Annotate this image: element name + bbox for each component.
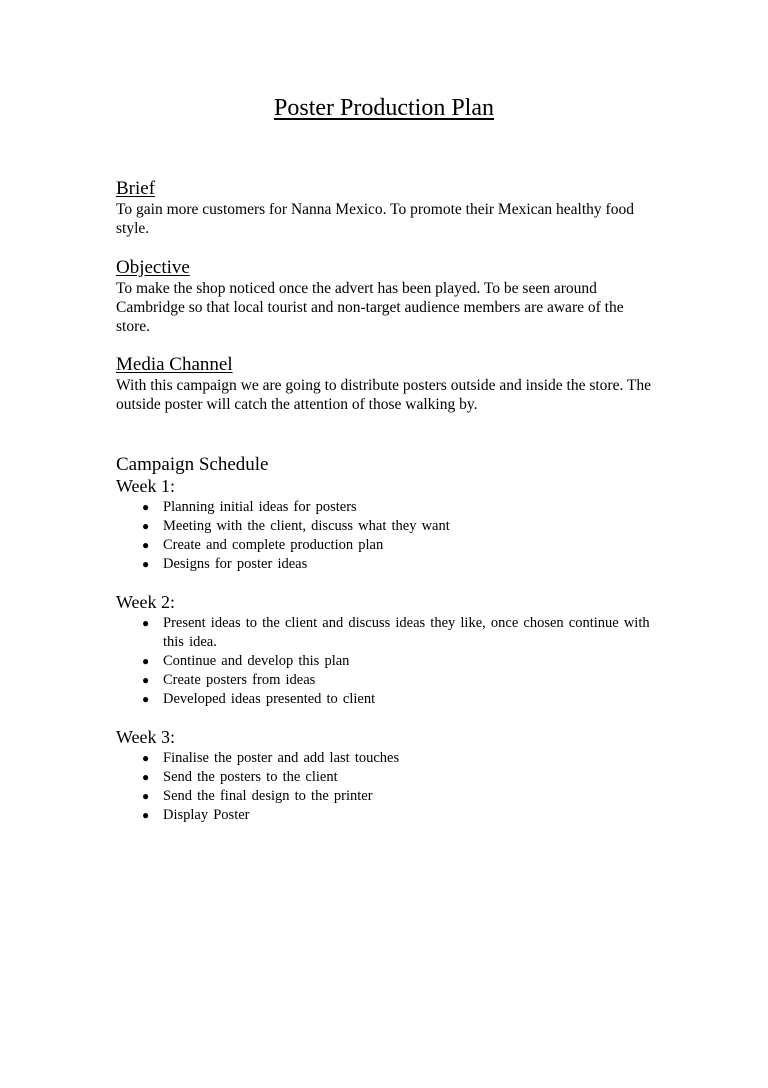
bullet-icon: ●	[142, 692, 150, 706]
task-text: Present ideas to the client and discuss ideas they like, once chosen continue with this idea.	[163, 615, 650, 650]
bullet-icon: ●	[142, 654, 150, 668]
bullet-icon: ●	[142, 789, 150, 803]
page-title: Poster Production Plan	[274, 95, 494, 121]
task-list	[116, 749, 656, 825]
task-text: Developed ideas presented to client	[163, 691, 376, 707]
media-channel-heading: Media Channel	[116, 354, 233, 375]
week-label: Week 1:	[116, 476, 176, 496]
task-text: Planning initial ideas for posters	[163, 499, 357, 515]
bullet-icon: ●	[142, 538, 150, 552]
bullet-icon: ●	[142, 557, 150, 571]
week-label: Week 3:	[116, 727, 176, 747]
bullet-icon: ●	[142, 770, 150, 784]
task-text: Finalise the poster and add last touches	[163, 750, 400, 766]
list-item	[116, 536, 656, 555]
list-item	[116, 498, 656, 517]
bullet-icon: ●	[142, 808, 150, 822]
list-item	[116, 787, 656, 806]
list-item	[116, 517, 656, 536]
list-item	[116, 749, 656, 768]
list-item	[116, 555, 656, 574]
task-text: Create posters from ideas	[163, 672, 316, 688]
task-text: Create and complete production plan	[163, 537, 384, 553]
list-item	[116, 690, 656, 709]
task-text: Continue and develop this plan	[163, 653, 350, 669]
week-label: Week 2:	[116, 592, 176, 612]
objective-heading: Objective	[116, 257, 190, 278]
week-block	[116, 476, 656, 574]
bullet-icon: ●	[142, 673, 150, 687]
task-text: Display Poster	[163, 807, 250, 823]
objective-text: To make the shop noticed once the advert has been played. To be seen around Cambridge so that local tourist and non-target audience members are aware of the store.	[116, 280, 624, 335]
media-channel-section	[116, 354, 656, 414]
bullet-icon: ●	[142, 616, 150, 630]
week-block	[116, 727, 656, 825]
bullet-icon: ●	[142, 751, 150, 765]
brief-text: To gain more customers for Nanna Mexico. To promote their Mexican healthy food style.	[116, 201, 634, 237]
task-list	[116, 614, 656, 709]
task-text: Designs for poster ideas	[163, 556, 308, 572]
task-text: Meeting with the client, discuss what they want	[163, 518, 450, 534]
list-item	[116, 768, 656, 787]
list-item	[116, 671, 656, 690]
campaign-schedule-heading: Campaign Schedule	[116, 454, 269, 475]
task-text: Send the final design to the printer	[163, 788, 373, 804]
bullet-icon: ●	[142, 519, 150, 533]
media-channel-text: With this campaign we are going to distribute posters outside and inside the store. The outside poster will catch the attention of those walking by.	[116, 377, 652, 413]
week-block	[116, 592, 656, 709]
list-item	[116, 614, 656, 652]
brief-section	[116, 178, 656, 238]
campaign-schedule-section	[116, 454, 656, 825]
task-text: Send the posters to the client	[163, 769, 338, 785]
objective-section	[116, 257, 656, 336]
list-item	[116, 806, 656, 825]
list-item	[116, 652, 656, 671]
brief-heading: Brief	[116, 178, 156, 199]
bullet-icon: ●	[142, 500, 150, 514]
task-list	[116, 498, 656, 574]
